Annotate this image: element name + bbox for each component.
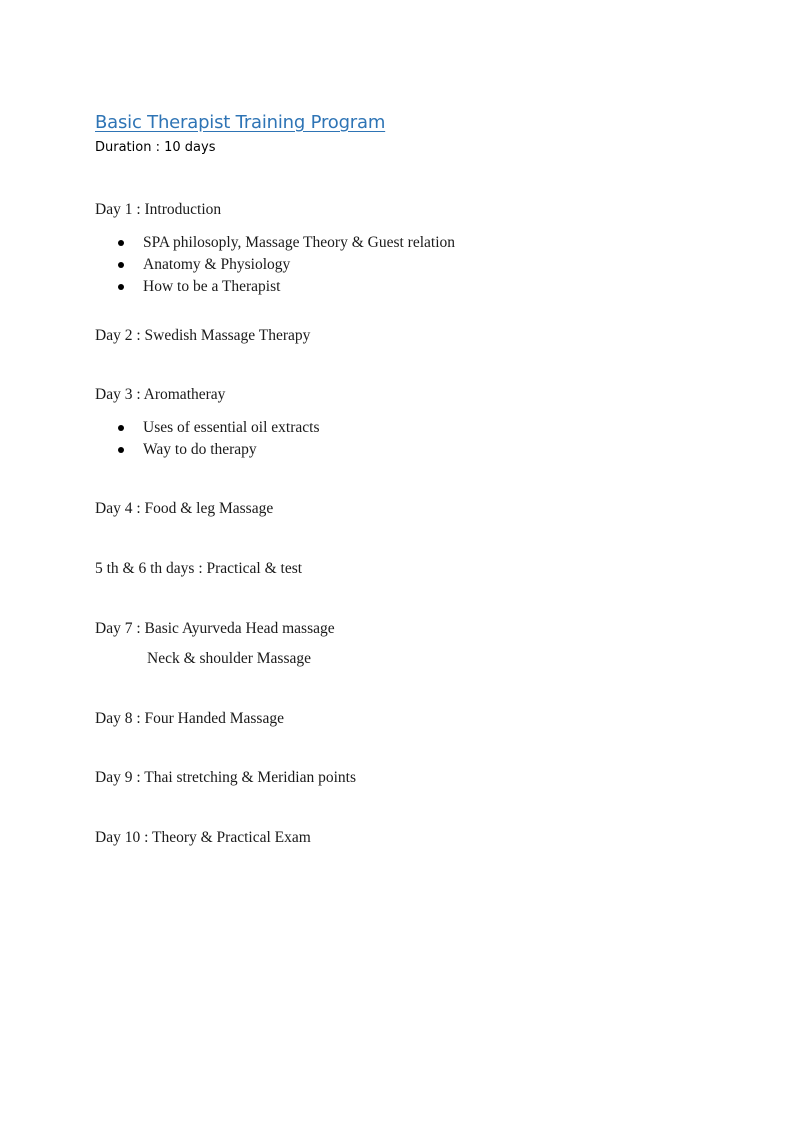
day1-heading: Day 1 : Introduction [95, 201, 222, 218]
day4-heading: Day 4 : Food & leg Massage [95, 500, 274, 517]
day1-bullet-1-text: SPA philosoply, Massage Theory & Guest relation [143, 234, 455, 251]
day5-6-heading: 5 th & 6 th days : Practical & test [95, 560, 303, 577]
document-title: Basic Therapist Training Program [95, 112, 386, 133]
day1-bullet-3-text: How to be a Therapist [143, 278, 281, 295]
bullet-icon [118, 240, 124, 246]
day3-heading: Day 3 : Aromatheray [95, 386, 226, 403]
bullet-icon [118, 447, 124, 453]
day7-subline: Neck & shoulder Massage [147, 650, 311, 667]
day10-heading: Day 10 : Theory & Practical Exam [95, 829, 311, 846]
day3-bullet-2 [118, 441, 257, 459]
day1-bullet-2 [118, 256, 290, 274]
day1-bullet-1 [118, 234, 455, 252]
day7-heading: Day 7 : Basic Ayurveda Head massage [95, 620, 335, 637]
day8-heading: Day 8 : Four Handed Massage [95, 710, 284, 727]
day2-heading: Day 2 : Swedish Massage Therapy [95, 327, 311, 344]
day3-bullet-2-text: Way to do therapy [143, 441, 257, 458]
duration-text: Duration : 10 days [95, 140, 216, 155]
day1-bullet-3 [118, 278, 280, 296]
bullet-icon [118, 425, 124, 431]
day9-heading: Day 9 : Thai stretching & Meridian points [95, 769, 357, 786]
bullet-icon [118, 284, 124, 290]
day3-bullet-1 [118, 419, 319, 437]
bullet-icon [118, 262, 124, 268]
day3-bullet-1-text: Uses of essential oil extracts [143, 419, 320, 436]
day1-bullet-2-text: Anatomy & Physiology [143, 256, 291, 273]
